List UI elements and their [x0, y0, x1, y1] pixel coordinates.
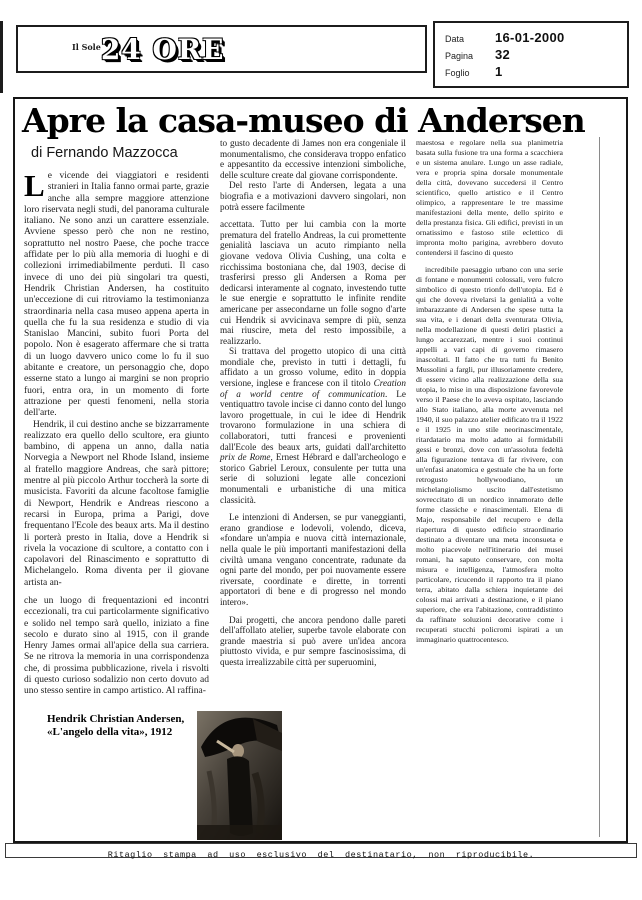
meta-row-page	[445, 47, 627, 62]
il-sole-24-ore-logo	[72, 33, 225, 66]
paragraph	[24, 168, 209, 420]
column-rule	[599, 137, 600, 837]
italic-prix-de-rome: prix de Rome	[220, 452, 271, 463]
caption-line-2: «L'angelo della vita», 1912	[47, 726, 173, 738]
footer-notice-bar	[5, 843, 637, 858]
paragraph: Le intenzioni di Andersen, se pur vaneggianti, erano grandiose e lodevoli, volendo, diceva, «fondare un'ampia e nuova città internazionale, nella quale le più importanti manifestazioni della civiltà umana vengano concentrate, radunate da ogni parte del mondo, per poi nuovamente essere riversate, coordinate e dirette, in torrenti apportatori di bene e di progresso nel mondo intero».	[220, 512, 406, 607]
paragraph: Del resto l'arte di Andersen, legata a una biografia e a motivazioni davvero singolari, non potrà essere facilmente	[220, 180, 406, 212]
sheet-label: Foglio	[445, 68, 470, 78]
paragraph-text: Si trattava del progetto utopico di una città mondiale che, previsto in tutti i dettagli, fu affidato a un grosso volume, edito in doppia versione, inglese e francese con il titolo	[220, 346, 406, 389]
sheet-value: 1	[495, 64, 503, 79]
article-byline: di Fernando Mazzocca	[31, 145, 178, 161]
page-value: 32	[495, 47, 511, 62]
paragraph: Dai progetti, che ancora pendono dalle pareti dell'affollato atelier, superbe tavole elaborate con grande maestria si può avere un'idea ancora piuttosto vivida, e pur sempre fascinosissima, di questa irrealizzabile città per superuomini,	[220, 614, 406, 667]
article-column-1	[24, 168, 209, 698]
article-headline: Apre la casa-museo di Andersen	[22, 101, 585, 140]
meta-row-sheet	[445, 64, 627, 79]
footer-notice-text: Ritaglio stampa ad uso esclusivo del destinatario, non riproducibile.	[107, 850, 535, 860]
paragraph	[220, 346, 406, 505]
paragraph: Hendrik, il cui destino anche se bizzarramente realizzato era quello dello scultore, era giunto bambino, di appena un anno, dalla natia Norvegia a Newport nel Rhode Island, insieme al fratello maggiore Andreas, che sarà pittore; mentre al più piccolo Arthur toccherà la sorte di musicista. Favoriti da alcune facoltose famiglie di Newport, Hendrik e Andreas riescono a recarsi in Europa, prima a Parigi, dove frequentano l'Ecole des beaux arts. Ma il destino li porterà presto in Italia, dove a Hendrik si rivela la vocazione di scultore, a contatto con i capolavori del Rinascimento e soprattutto di Michelangelo. Roma diventa per il giovane artista an-	[24, 419, 209, 588]
paragraph-text: , Ernest Hébrard e dall'archeologo e storico Gabriel Leroux, consulente per tutta una serie di soluzioni legate alle concezioni monumentali e urbanistiche di una mitica classicità.	[220, 452, 406, 505]
logo-prefix: Il Sole	[72, 42, 101, 52]
masthead-box	[16, 25, 427, 73]
date-label: Data	[445, 34, 465, 44]
article-box	[13, 97, 628, 843]
sculpture-photo	[197, 711, 282, 840]
article-column-2	[220, 138, 406, 668]
meta-row-date	[445, 30, 627, 45]
italic-book-title: Creation of a world centre of communication	[220, 378, 406, 399]
date-value: 16-01-2000	[495, 30, 565, 45]
logo-title: 24 ORE	[100, 33, 225, 66]
paragraph-text: . Le ventiquattro tavole incise ci danno conto del lungo lavoro progettuale, in cui le idee di Hendrik trovarono formulazione in una schiera di collaboratori, tutti francesi e provenienti dall'Ecole des beaux arts, guidati dall'architetto	[220, 388, 406, 452]
page-label: Pagina	[445, 51, 474, 61]
paragraph: maestosa e regolare nella sua planimetria basata sulla fusione tra una forma a scacchiera e un sistema anulare. Lungo un asse radiale, vera e propria spina dorsale monumentale della città, dovevano succedersi il Centro scientifico, quello artistico e il Centro olimpico, a rappresentare le tre massime manifestazioni della mente, dello spirito e della prestanza fisica. Gli edifici, previsti in un ornatissimo e fastoso stile eclettico di impronta molto parigina, avrebbero dovuto contendersi il fascino di questo	[416, 138, 563, 257]
caption-line-1: Hendrik Christian Andersen,	[47, 713, 185, 725]
scan-artifact	[0, 21, 3, 93]
clipping-meta-box	[433, 21, 629, 88]
drop-cap: L	[24, 168, 45, 203]
sculpture-photo-image	[197, 711, 282, 840]
photo-caption	[47, 713, 207, 739]
paragraph: to gusto decadente di James non era congeniale il monumentalismo, che considerava troppo enfatico e appesantito da eccessive intenzioni simboliche, delle sculture create dal giovane corrispondente.	[220, 138, 406, 180]
paragraph: che un luogo di frequentazioni ed incontri eccezionali, tra cui particolarmente significativo e solido nel tempo sarà quello, iniziato a fine secolo e durato sino al 1915, con il grande Henry James ormai all'apice della sua carriera. Se ne ritrova la memoria in una corrispondenza che, di prossima pubblicazione, rivela i risvolti di questo curioso sodalizio non certo dovuto ad uno stesso sentire in campo artistico. Al raffina-	[24, 595, 209, 697]
paragraph-text: e vicende dei viaggiatori e residenti stranieri in Italia fanno ormai parte, grazie anche alla sempre maggiore attenzione loro riservata negli studi, del panorama culturale italiano. Ne sono anzi un carattere essenziale. Avviene spesso però che non ne restino, soprattutto nel nostro Paese, che poche tracce affidate per lo più alla memoria di luoghi e di collezioni irrimediabilmente perduti. Il caso invece di uno dei più singolari tra questi, Hendrik Christian Andersen, ha costituito un'eccezione di cui ritroviamo la testimonianza straordinaria nella casa museo appena aperta in quella che fu la sua residenza e studio di via Stanislao Mancini, subito fuori Porta del popolo. Non è esagerato affermare che si tratta di un luogo davvero unico come lo fu il suo abitante e creatore, un personaggio che, dopo esserne stato a lungo ai margini se non proprio fuori, entra ora, in un momento di forte attrazione per questi fenomeni, nella storia dell'arte.	[24, 171, 209, 419]
paragraph: accettata. Tutto per lui cambia con la morte prematura del fratello Andreas, la cui promettente genialità lasciava un acuto rimpianto nella giovane vedova Olivia Cushing, una colta e ricchissima bostoniana che, dal 1903, decise di trasferirsi presso gli Andersen a Roma per dedicarsi interamente al cognato, investendo tutte le sue energie e soprattutto le infinite rendite americane per assecondarne un folle sogno d'arte cui Hendrik si avvicinava sempre di più, senza mai riuscire, meta del resto impossibile, a realizzarlo.	[220, 219, 406, 346]
article-column-3	[416, 138, 563, 645]
paragraph: incredibile paesaggio urbano con una serie di fontane e monumenti colossali, vero fulcro simbolico di questo trionfo dell'utopia. Ed è qui che doveva rivelarsi la genialità a volte imbarazzante di Andersen che spese tutta la sua vita, e i denari della sventurata Olivia, nella modellazione di questi deliri plastici a lungo accarezzati, mentre i suoi continui appelli a vari capi di governo rimasero inascoltati. Il fatto che tra tutti fu Benito Mussolini a fargli, pur illusoriamente credere, di essere vicino alla realizzazione della sua utopia, lo mise in una disposizione favorevole verso il Paese che lo aveva ospitato, lasciando allo Stato italiano, alla morte avvenuta nel 1940, il suo palazzo atelier edificato tra il 1922 e il 1925 in uno stile neorinascimentale, ritardatario ma molto adatto ai formidabili gessi e bronzi, dove con un'assoluta fedeltà alla figurazione tentava di far rivivere, con un'enfasi anatomica e gestuale che ha un forte retrogusto hollywoodiano, un michelangiolismo uscito dall'estetismo sovreccitato di un nordico innamorato delle forme classiche e rinascimentali. Elena di Majo, responsabile del recupero e della riapertura di questo edificio straordinario destinato a diventare una meta inconsueta e molto piacevole nell'itinerario dei musei romani, ha saputo conservare, con molta misura e intelligenza, l'atmosfera molto particolare, ricucendo il rapporto tra il piano terra, abitato dalla schiera inquietante dei colossi mai arrivati a destinazione, e il piano superiore, che era l'abitazione, contraddistinto da raffinate soluzioni decorative come i recuperati stucchi policromi ispirati a un immaginario quattrocentesco.	[416, 265, 564, 644]
